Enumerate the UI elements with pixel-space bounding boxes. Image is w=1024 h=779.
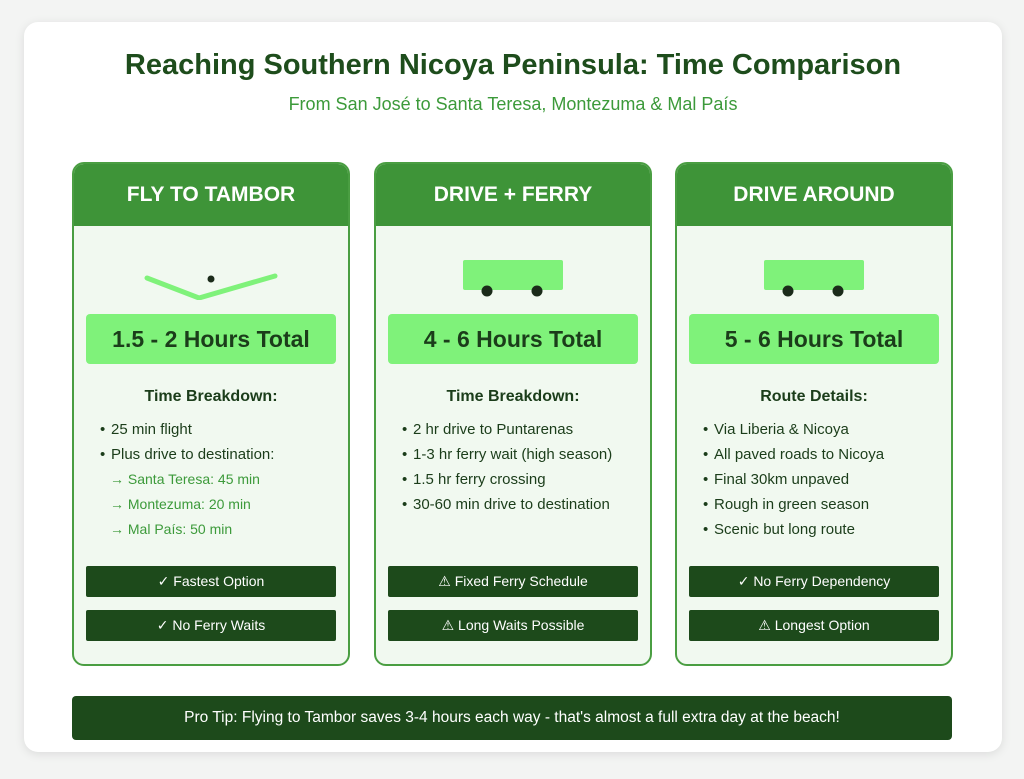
warning-badge: ⚠ Fixed Ferry Schedule [388, 566, 638, 597]
destination-item: → Mal País: 50 min [110, 521, 233, 537]
list-item: • Via Liberia & Nicoya [703, 421, 849, 438]
warning-badge: ⚠ Long Waits Possible [388, 610, 638, 641]
destination-item: → Santa Teresa: 45 min [110, 471, 260, 487]
warning-badge: ⚠ Longest Option [689, 610, 939, 641]
breakdown-list [402, 420, 642, 520]
card-header: DRIVE AROUND [677, 164, 951, 226]
option-card-drive-ferry [374, 162, 652, 666]
pro-tip-banner: Pro Tip: Flying to Tambor saves 3-4 hours each way - that's almost a full extra day at the beach! [72, 696, 952, 740]
breakdown-list [100, 420, 340, 545]
car-icon [677, 256, 951, 300]
list-item: • Scenic but long route [703, 521, 855, 538]
list-item: • 30-60 min drive to destination [402, 496, 610, 513]
list-item: • 2 hr drive to Puntarenas [402, 421, 574, 438]
page-container [24, 22, 1002, 752]
total-time: 5 - 6 Hours Total [689, 314, 939, 364]
breakdown-title: Route Details: [760, 388, 868, 405]
list-item: • All paved roads to Nicoya [703, 446, 885, 463]
list-item: • 1-3 hr ferry wait (high season) [402, 446, 613, 463]
feature-badge: ✓ No Ferry Dependency [689, 566, 939, 597]
card-header: DRIVE + FERRY [376, 164, 650, 226]
car-icon [376, 256, 650, 300]
page-title: Reaching Southern Nicoya Peninsula: Time Comparison [124, 49, 902, 81]
card-header: FLY TO TAMBOR [74, 164, 348, 226]
option-card-drive-around [675, 162, 953, 666]
breakdown-title: Time Breakdown: [144, 388, 278, 405]
list-item: • 25 min flight [100, 421, 192, 438]
list-item: • 1.5 hr ferry crossing [402, 471, 546, 488]
list-item: • Rough in green season [703, 496, 870, 513]
total-time: 4 - 6 Hours Total [388, 314, 638, 364]
breakdown-list [703, 420, 943, 545]
breakdown-title: Time Breakdown: [446, 388, 580, 405]
option-card-fly [72, 162, 350, 666]
destination-item: → Montezuma: 20 min [110, 496, 251, 512]
plane-icon [74, 256, 348, 300]
feature-badge: ✓ No Ferry Waits [86, 610, 336, 641]
list-item: • Final 30km unpaved [703, 471, 850, 488]
total-time: 1.5 - 2 Hours Total [86, 314, 336, 364]
feature-badge: ✓ Fastest Option [86, 566, 336, 597]
page-subtitle: From San José to Santa Teresa, Montezuma & Mal País [288, 94, 738, 114]
list-item: • Plus drive to destination: [100, 446, 275, 463]
